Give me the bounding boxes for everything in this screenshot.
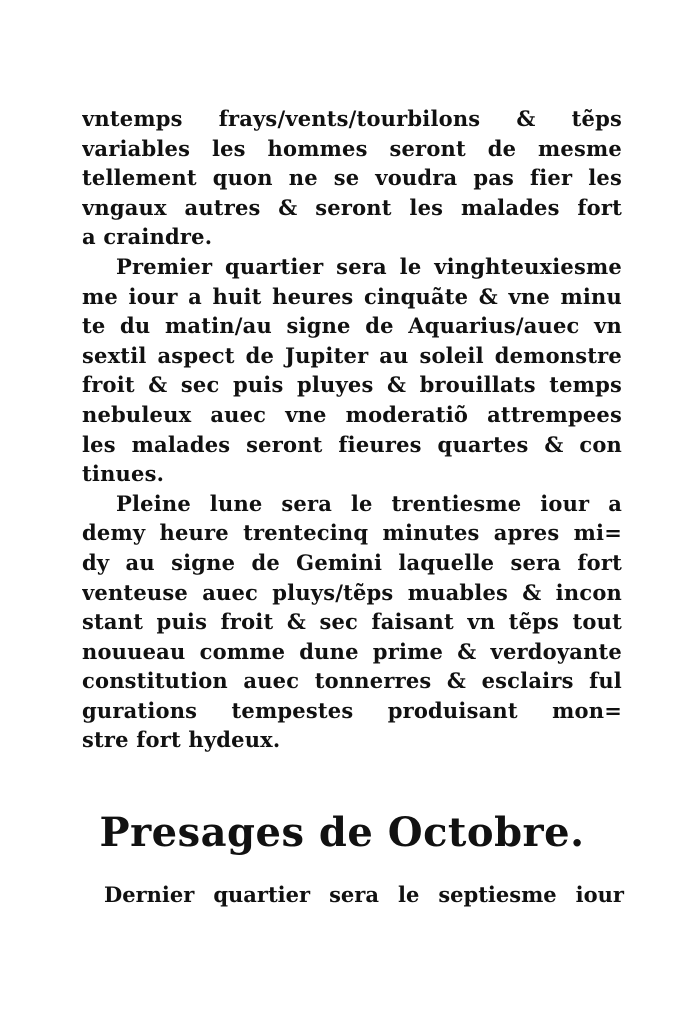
text-line: Dernier quartier sera le septiesme iour [104,882,624,907]
section-heading: Presages de Octobre. [99,809,585,856]
text-line: stre fort hydeux. [82,727,281,753]
text-line: vngaux autres & seront les malades fort [82,194,622,220]
text-line: froit & sec puis pluyes & brouillats temps [82,372,622,398]
text-line: les malades seront fieures quartes & con [82,431,622,457]
text-line: tellement quon ne se voudra pas fier les [82,165,622,191]
text-line: te du matin/au signe de Aquarius/auec vn [82,313,622,339]
text-line: venteuse auec pluys/tẽps muables & incon [82,579,622,605]
text-line: sextil aspect de Jupiter au soleil demonstre [82,342,622,368]
text-line: Premier quartier sera le vinghteuxiesme [116,253,622,279]
text-line: dy au signe de Gemini laquelle sera fort [82,549,622,575]
text-line: variables les hommes seront de mesme [82,135,622,161]
text-block [82,104,622,755]
text-line: constitution auec tonnerres & esclairs ful [82,668,622,694]
text-line: nebuleux auec vne moderatiõ attrempees [82,401,622,427]
text-line: demy heure trentecinq minutes apres mi= [82,520,622,546]
text-line: vntemps frays/vents/tourbilons & tẽps [82,106,622,131]
text-line: a craindre. [82,224,213,250]
text-line: tinues. [82,461,165,487]
text-line: stant puis froit & sec faisant vn tẽps tout [82,609,622,635]
text-line: gurations tempestes produisant mon= [82,697,622,723]
text-line: me iour a huit heures cinquãte & vne minu [82,283,622,309]
text-line: nouueau comme dune prime & verdoyante [82,638,622,664]
text-line: Pleine lune sera le trentiesme iour a [116,490,622,516]
